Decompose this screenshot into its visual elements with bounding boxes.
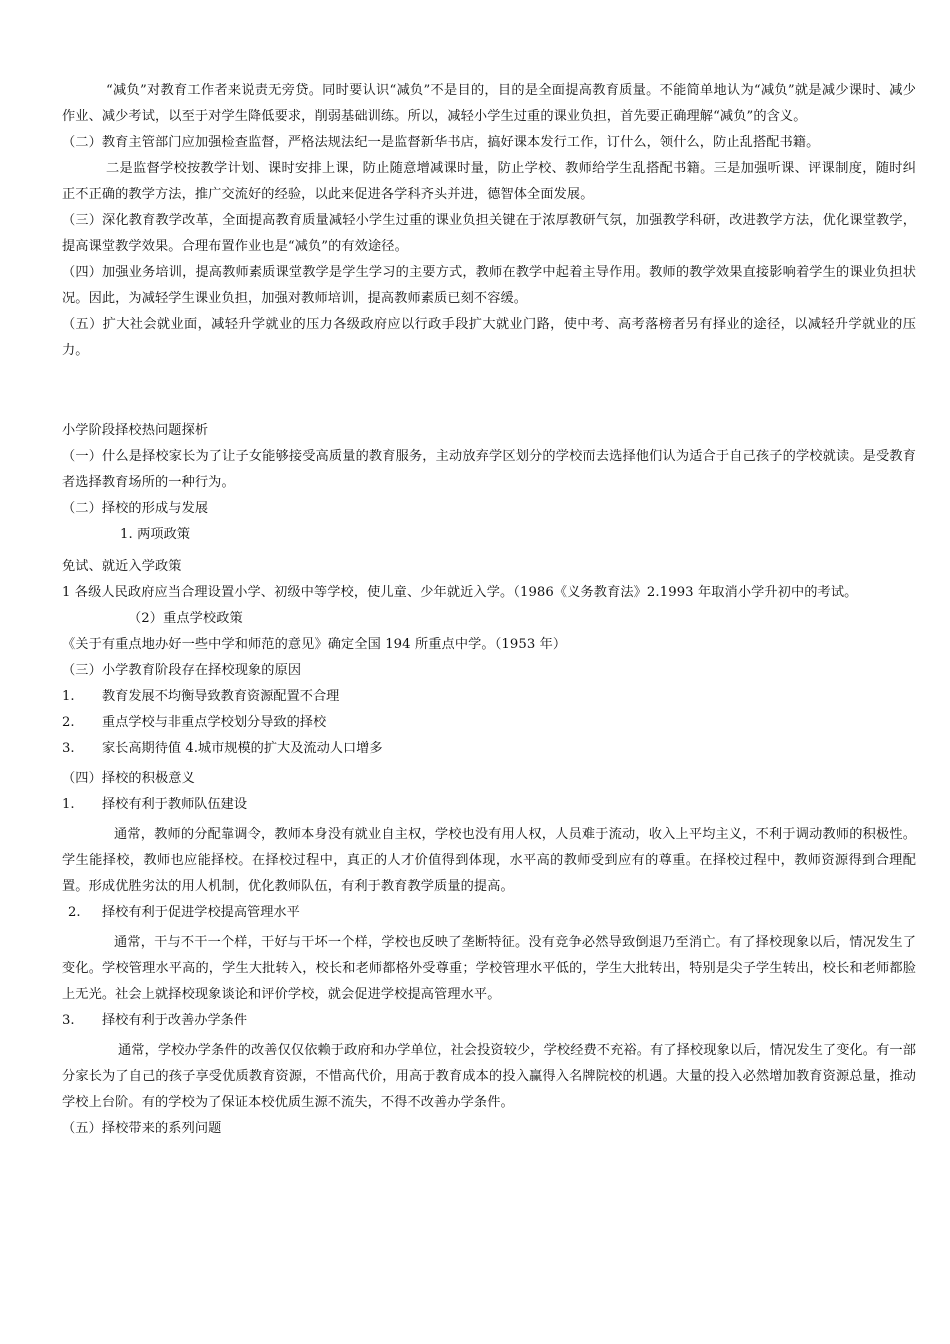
paragraph-nearby-enrollment: 1 各级人民政府应当合理设置小学、初级中等学校，使儿童、少年就近入学。（1986《义务教育法》2.1993 年取消小学升初中的考试。	[62, 585, 858, 600]
list-item: 3. 择校有利于改善办学条件	[62, 1013, 248, 1028]
list-item: 2. 择校有利于促进学校提高管理水平	[68, 905, 300, 920]
paragraph-key-schools: 《关于有重点地办好一些中学和师范的意见》确定全国 194 所重点中学。（1953 年）	[62, 637, 567, 652]
list-item: 3. 家长高期待值 4.城市规模的扩大及流动人口增多	[62, 741, 383, 756]
heading-reasons: （三）小学教育阶段存在择校现象的原因	[62, 663, 302, 678]
section-title: 小学阶段择校热问题探析	[62, 423, 209, 438]
paragraph-teaching-reform: （三）深化教育教学改革，全面提高教育质量减轻小学生过重的课业负担关键在于浓厚教研气氛，加强教学科研，改进教学方法，优化课堂教学，提高课堂教学效果。合理布置作业也是“减负”的有效途径。	[62, 213, 916, 254]
paragraph-supervision-detail: 二是监督学校按教学计划、课时安排上课，防止随意增减课时量，防止学校、教师给学生乱搭配书籍。三是加强听课、评课制度，随时纠正不正确的教学方法，推广交流好的经验，以此来促进各学科齐头并进，德智体全面发展。	[62, 161, 916, 202]
paragraph-supervision: （二）教育主管部门应加强检查监督，严格法规法纪一是监督新华书店，搞好课本发行工作，订什么，领什么，防止乱搭配书籍。	[62, 135, 820, 150]
list-item: 1. 教育发展不均衡导致教育资源配置不合理	[62, 689, 340, 704]
paragraph-teacher-training: （四）加强业务培训，提高教师素质课堂教学是学生学习的主要方式，教师在教学中起着主导作用。教师的教学效果直接影响着学生的课业负担状况。因此，为减轻学生课业负担，加强对教师培训，提高教师素质已刻不容缓。	[62, 265, 916, 306]
list-item: 1. 择校有利于教师队伍建设	[62, 797, 248, 812]
heading-two-policies: 1. 两项政策	[120, 527, 191, 542]
paragraph-employment: （五）扩大社会就业面，减轻升学就业的压力各级政府应以行政手段扩大就业门路，使中考、高考落榜者另有择业的途径，以减轻升学就业的压力。	[62, 317, 916, 358]
paragraph-teacher-team: 通常，教师的分配靠调令，教师本身没有就业自主权，学校也没有用人权，人员难于流动，收入上平均主义，不利于调动教师的积极性。学生能择校，教师也应能择校。在择校过程中，真正的人才价值得到体现，水平高的教师受到应有的尊重。在择校过程中，教师资源得到合理配置。形成优胜劣汰的用人机制，优化教师队伍，有利于教育教学质量的提高。	[62, 827, 916, 894]
document-page	[62, 78, 916, 1142]
paragraph-management: 通常，干与不干一个样，干好与干坏一个样，学校也反映了垄断特征。没有竞争必然导致倒退乃至消亡。有了择校现象以后，情况发生了变化。学校管理水平高的，学生大批转入，校长和老师都格外受尊重；学校管理水平低的，学生大批转出，特别是尖子学生转出，校长和老师都脸上无光。社会上就择校现象谈论和评价学校，就会促进学校提高管理水平。	[62, 935, 916, 1002]
paragraph-what-is-school-choice: （一）什么是择校家长为了让子女能够接受高质量的教育服务，主动放弃学区划分的学校而去选择他们认为适合于自己孩子的学校就读。是受教育者选择教育场所的一种行为。	[62, 449, 916, 490]
heading-problems: （五）择校带来的系列问题	[62, 1121, 222, 1136]
heading-positive-significance: （四）择校的积极意义	[62, 771, 195, 786]
heading-key-school-policy: （2）重点学校政策	[128, 611, 243, 626]
paragraph-reduce-burden-meaning: “减负”对教育工作者来说责无旁贷。同时要认识“减负”不是目的，目的是全面提高教育质量。不能简单地认为“减负”就是减少课时、减少作业、减少考试，以至于对学生降低要求，削弱基础训练。所以，减轻小学生过重的课业负担，首先要正确理解“减负”的含义。	[62, 83, 916, 124]
paragraph-school-conditions: 通常，学校办学条件的改善仅仅依赖于政府和办学单位，社会投资较少，学校经费不充裕。有了择校现象以后，情况发生了变化。有一部分家长为了自己的孩子享受优质教育资源，不惜高代价，用高于教育成本的投入赢得入名牌院校的机遇。大量的投入必然增加教育资源总量，推动学校上台阶。有的学校为了保证本校优质生源不流失，不得不改善办学条件。	[62, 1043, 916, 1110]
list-item: 2. 重点学校与非重点学校划分导致的择校	[62, 715, 327, 730]
heading-nearby-enrollment: 免试、就近入学政策	[62, 559, 182, 574]
heading-formation: （二）择校的形成与发展	[62, 501, 209, 516]
